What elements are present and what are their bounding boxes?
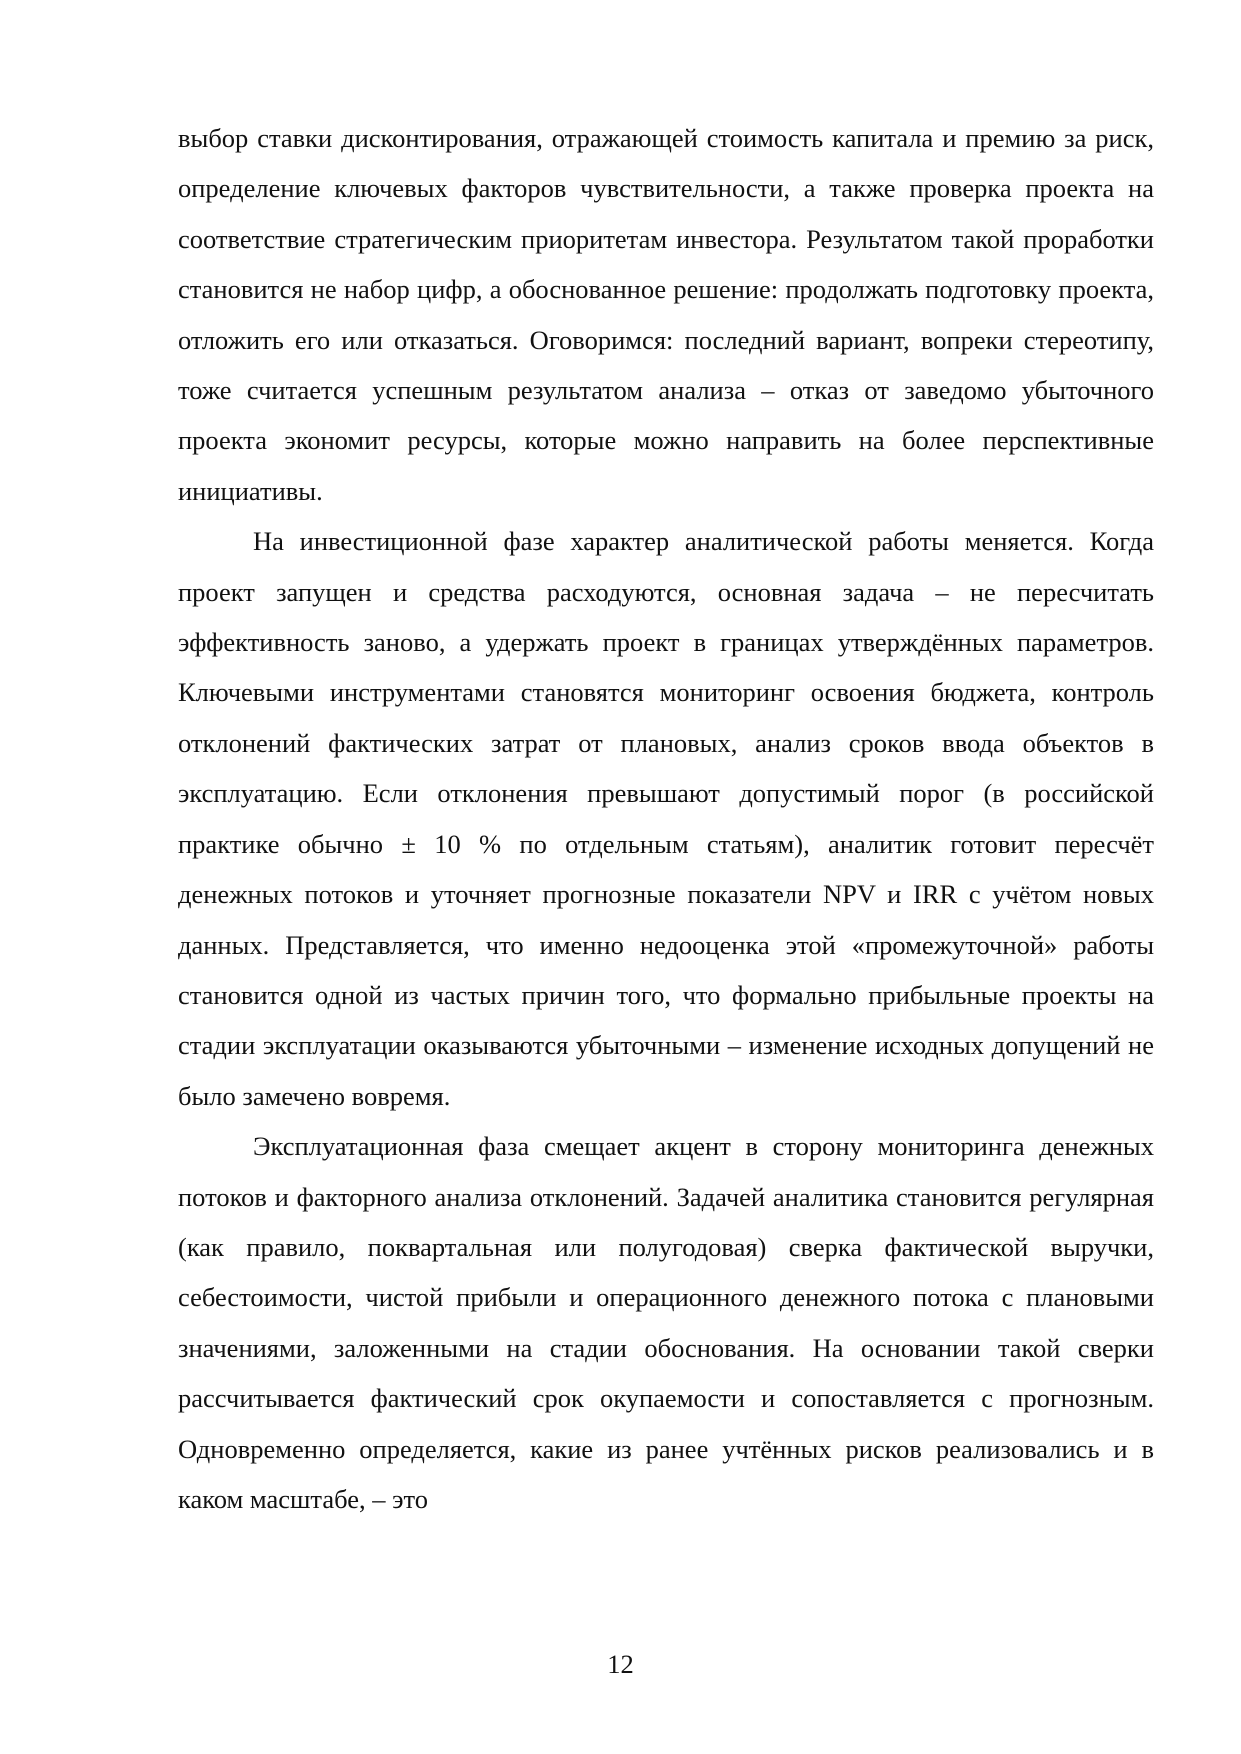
paragraph-operational-phase: Эксплуатационная фаза смещает акцент в сторону мониторинга денежных потоков и факторного анализа отклонений. Задачей аналитика становится регулярная (как правило, поквартальная или полугодовая) сверка фактической выручки, себестоимости, чистой прибыли и операционного денежного потока с плановыми значениями, заложенными на стадии обоснования. На основании такой сверки рассчитывается фактический срок окупаемости и сопоставляется с прогнозным. Одновременно определяется, какие из ранее учтённых рисков реализовались и в каком масштабе, – это <box>178 1131 1154 1514</box>
paragraph-continuation: выбор ставки дисконтирования, отражающей стоимость капитала и премию за риск, определение ключевых факторов чувствительности, а также проверка проекта на соответствие стратегическим приоритетам инвестора. Результатом такой проработки становится не набор цифр, а обоснованное решение: продолжать подготовку проекта, отложить его или отказаться. Оговоримся: последний вариант, вопреки стереотипу, тоже считается успешным результатом анализа – отказ от заведомо убыточного проекта экономит ресурсы, которые можно направить на более перспективные инициативы. <box>178 123 1154 506</box>
paragraph-investment-phase: На инвестиционной фазе характер аналитической работы меняется. Когда проект запущен и средства расходуются, основная задача – не пересчитать эффективность заново, а удержать проект в границах утверждённых параметров. Ключевыми инструментами становятся мониторинг освоения бюджета, контроль отклонений фактических затрат от плановых, анализ сроков ввода объектов в эксплуатацию. Если отклонения превышают допустимый порог (в российской практике обычно ± 10 % по отдельным статьям), аналитик готовит пересчёт денежных потоков и уточняет прогнозные показатели NPV и IRR с учётом новых данных. Представляется, что именно недооценка этой «промежуточной» работы становится одной из частых причин того, что формально прибыльные проекты на стадии эксплуатации оказываются убыточными – изменение исходных допущений не было замечено вовремя. <box>178 526 1154 1111</box>
page-number: 12 <box>607 1649 634 1679</box>
body-text <box>178 113 1154 1524</box>
